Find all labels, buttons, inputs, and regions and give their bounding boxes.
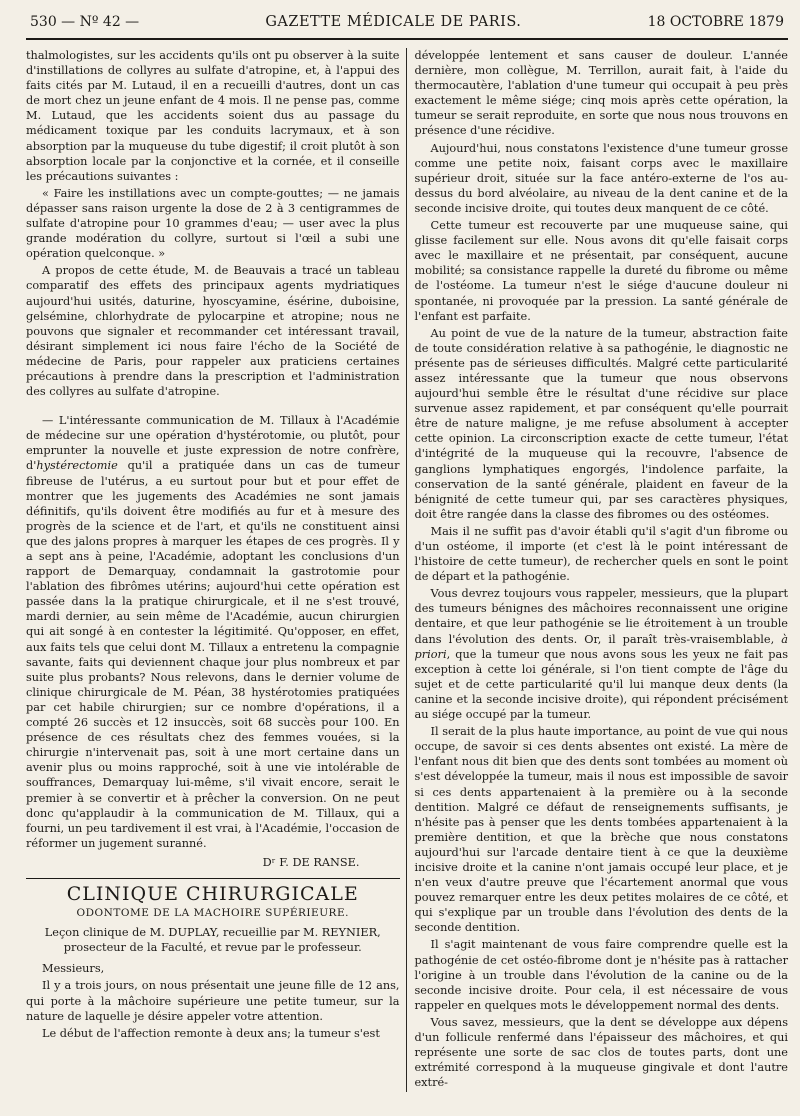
paragraph: Vous devrez toujours vous rappeler, messieurs, que la plupart des tumeurs bénignes des mâchoires reconnaissent une origine dentaire, et que leur pathogénie se lie étroitement à un trouble dans l'évolution des dents. Or, il paraît très-vraisemblable, à priori, que la tumeur que nous avons sous les yeux ne fait pas exception à cette loi générale, si l'on tient compte de l'âge du sujet et de cette particularité qu'il lui manque deux dents (la canine et la seconde incisive droite), qui répondent précisément au siége occupé par la tumeur. <box>414 587 788 722</box>
paragraph: Au point de vue de la nature de la tumeur, abstraction faite de toute considération relative à sa pathogénie, le diagnostic ne présente pas de sérieuses difficultés. Malgré cette particularité assez intéressante que la tumeur que nous observons aujourd'hui semble être le résultat d'une récidive sur place survenue assez rapidement, et par conséquent qu'elle pourrait être de nature maligne, je me refuse absolument à accepter cette opinion. La circonscription exacte de cette tumeur, l'état d'intégrité de la muqueuse qui la recouvre, l'absence de ganglions lymphatiques engorgés, l'indolence parfaite, la conservation de la santé générale, plaident en faveur de la bénignité de cette tumeur qui, par ses caractères physiques, doit être rangée dans la classe des fibromes ou des ostéomes. <box>414 326 788 521</box>
paragraph: Cette tumeur est recouverte par une muqueuse saine, qui glisse facilement sur elle. Nous avons dit qu'elle faisait corps avec le maxillaire et ne présentait, par conséquent, aucune mobilité; sa consistance rappelle la dureté du fibrome ou même de l'ostéome. La tumeur n'est le siége d'aucune douleur ni spontanée, ni provoquée par la pression. La santé générale de l'enfant est parfaite. <box>414 219 788 323</box>
paragraph: Il s'agit maintenant de vous faire comprendre quelle est la pathogénie de cet ostéo-fibrome dont je n'hésite pas à rattacher l'origine à un trouble dans l'évolution de la canine ou de la seconde incisive droite. Pour cela, il est nécessaire de vous rappeler en quelques mots le développement normal des dents. <box>414 938 788 1012</box>
salutation: Messieurs, <box>42 962 105 976</box>
tillaux-paragraph: — L'intéressante communication de M. Tillaux à l'Académie de médecine sur une opération d'hystérotomie, ou plutôt, pour emprunter la nouvelle et juste expression de notre confrère, d'hystérectomie qu'il a pratiquée dans un cas de tumeur fibreuse de l'utérus, a eu surtout pour but et pour effet de montrer que les jugements des Académies ne sont jamais définitifs, qu'ils doivent être modifiés au fur et à mesure des progrès de la science et de l'art, et qu'ils ne constituent ainsi que des jalons propres à marquer les étapes de ces progrès. Il y a sept ans à peine, l'Académie, adoptant les conclusions d'un rapport de Demarquay, condamnait la gastrotomie pour l'ablation des fibrômes utérins; aujourd'hui cette opération est passée dans la la pratique chirurgicale, et il ne s'est trouvé, mardi dernier, au sein même de l'Académie, aucun chirurgien qui ait songé à en contester la légitimité. Qu'opposer, en effet, aux faits tels que celui dont M. Tillaux a entretenu la compagnie savante, faits qui deviennent chaque jour plus nombreux et par suite plus probants? Nous relevons, dans le dernier volume de clinique chirurgicale de M. Péan, 38 hystérotomies pratiquées par cet habile chirurgien; sur ce nombre d'opérations, il a compté 26 succès et 12 insuccès, soit 68 succès pour 100. En présence de ces résultats chez des femmes vouées, si la chirurgie n'intervenait pas, soit à une mort certaine dans un avenir plus ou moins rapproché, soit à une vie intolérable de souffrances, Demarquay lui-même, s'il vivait encore, serait le premier à se convertir et à prêcher la conversion. On ne peut donc qu'applaudir à la communication de M. Tillaux, qui a fourni, un peu tardivement il est vrai, à l'Académie, l'occasion de réformer un jugement suranné. <box>26 414 400 850</box>
right-column <box>406 48 789 1092</box>
paragraph: A propos de cette étude, M. de Beauvais a tracé un tableau comparatif des effets des principaux agents mydriatiques aujourd'hui usités, daturine, hyoscyamine, ésérine, duboisine, gelsémine, chlorhydrate de pylocarpine et atropine; nous ne pouvons que signaler et recommander cet intéressant travail, désirant simplement ici nous faire l'écho de la Société de médecine de Paris, pour rappeler aux praticiens certaines précautions à prendre dans la prescription et l'administration des collyres au sulfate d'atropine. <box>26 264 400 399</box>
left-column <box>26 48 406 1092</box>
paragraph: thalmologistes, sur les accidents qu'ils ont pu observer à la suite d'instillations de collyres au sulfate d'atropine, et, à l'appui des faits cités par M. Lutaud, il en a recueilli d'autres, dont un cas de mort chez un jeune enfant de 4 mois. Il ne pense pas, comme M. Lutaud, que les accidents soient dus au passage du médicament toxique par les conduits lacrymaux, et à son absorption par la muqueuse du tube digestif; il croit plutôt à son absorption locale par la conjonctive et la cornée, et il conseille les précautions suivantes : <box>26 49 400 183</box>
paragraph: développée lentement et sans causer de douleur. L'année dernière, mon collègue, M. Terrillon, aurait fait, à l'aide du thermocautère, l'ablation d'une tumeur qui occupait à peu près exactement le même siége; cinq mois après cette opération, la tumeur se serait reproduite, en sorte que nous nous trouvons en présence d'une récidive. <box>414 49 788 138</box>
paragraph: Aujourd'hui, nous constatons l'existence d'une tumeur grosse comme une petite noix, faisant corps avec le maxillaire supérieur droit, située sur la face antéro-externe de l'os au-dessus du bord alvéolaire, au niveau de la dent canine et de la seconde incisive droite, qui toutes deux manquent de ce côté. <box>414 141 788 215</box>
article-subtitle: ODONTOME DE LA MACHOIRE SUPÉRIEURE. <box>76 907 349 920</box>
page-header <box>26 14 788 40</box>
paragraph: Il y a trois jours, on nous présentait une jeune fille de 12 ans, qui porte à la mâchoire supérieure une petite tumeur, sur la nature de laquelle je désire appeler votre attention. <box>26 979 400 1023</box>
page-number: 530 — Nº 42 — <box>30 14 140 30</box>
paragraph: Vous savez, messieurs, que la dent se développe aux dépens d'un follicule renfermé dans l'épaisseur des mâchoires, et qui représente une sorte de sac clos de toutes parts, dont une extrémité correspond à la muqueuse gingivale et dont l'autre extré- <box>414 1015 788 1090</box>
issue-date: 18 OCTOBRE 1879 <box>647 14 784 30</box>
journal-title: GAZETTE MÉDICALE DE PARIS. <box>265 14 522 30</box>
paragraph: Mais il ne suffit pas d'avoir établi qu'il s'agit d'un fibrome ou d'un ostéome, il importe (et c'est là le point intéressant de l'histoire de cette tumeur), de rechercher quels en sont le point de départ et la pathogénie. <box>414 524 788 584</box>
author-signature: Dʳ F. DE RANSE. <box>262 855 360 869</box>
paragraph: Il serait de la plus haute importance, au point de vue qui nous occupe, de savoir si ces dents absentes ont existé. La mère de l'enfant nous dit bien que des dents sont tombées au moment où s'est développée la tumeur, mais il nous est impossible de savoir si ces dents appartenaient à la première ou à la seconde dentition. Malgré ce défaut de renseignements suffisants, je n'hésite pas à penser que les dents tombées appartenaient à la première dentition, et que la brèche que nous constatons aujourd'hui sur l'arcade dentaire tient à ce que la deuxième incisive droite et la canine n'ont jamais occupé leur place, et je n'en veux d'autre preuve que l'écartement anormal que vous pouvez remarquer entre les deux petites molaires de ce côté, et qui s'explique par un trouble dans l'évolution des dents de la seconde dentition. <box>414 725 788 935</box>
section-divider <box>26 878 400 879</box>
text-columns <box>26 48 788 1092</box>
lecture-credit: Leçon clinique de M. DUPLAY, recueillie par M. REYNIER, prosecteur de la Faculté, et revue par le professeur. <box>44 926 381 955</box>
section-title: CLINIQUE CHIRURGICALE <box>66 882 359 905</box>
quoted-precautions: « Faire les instillations avec un compte-gouttes; — ne jamais dépasser sans raison urgente la dose de 2 à 3 centigrammes de sulfate d'atropine pour 10 grammes d'eau; — user avec la plus grande modération du collyre, surtout si l'œil a subi une opération quelconque. » <box>26 186 400 261</box>
paragraph: Le début de l'affection remonte à deux ans; la tumeur s'est <box>42 1026 380 1040</box>
